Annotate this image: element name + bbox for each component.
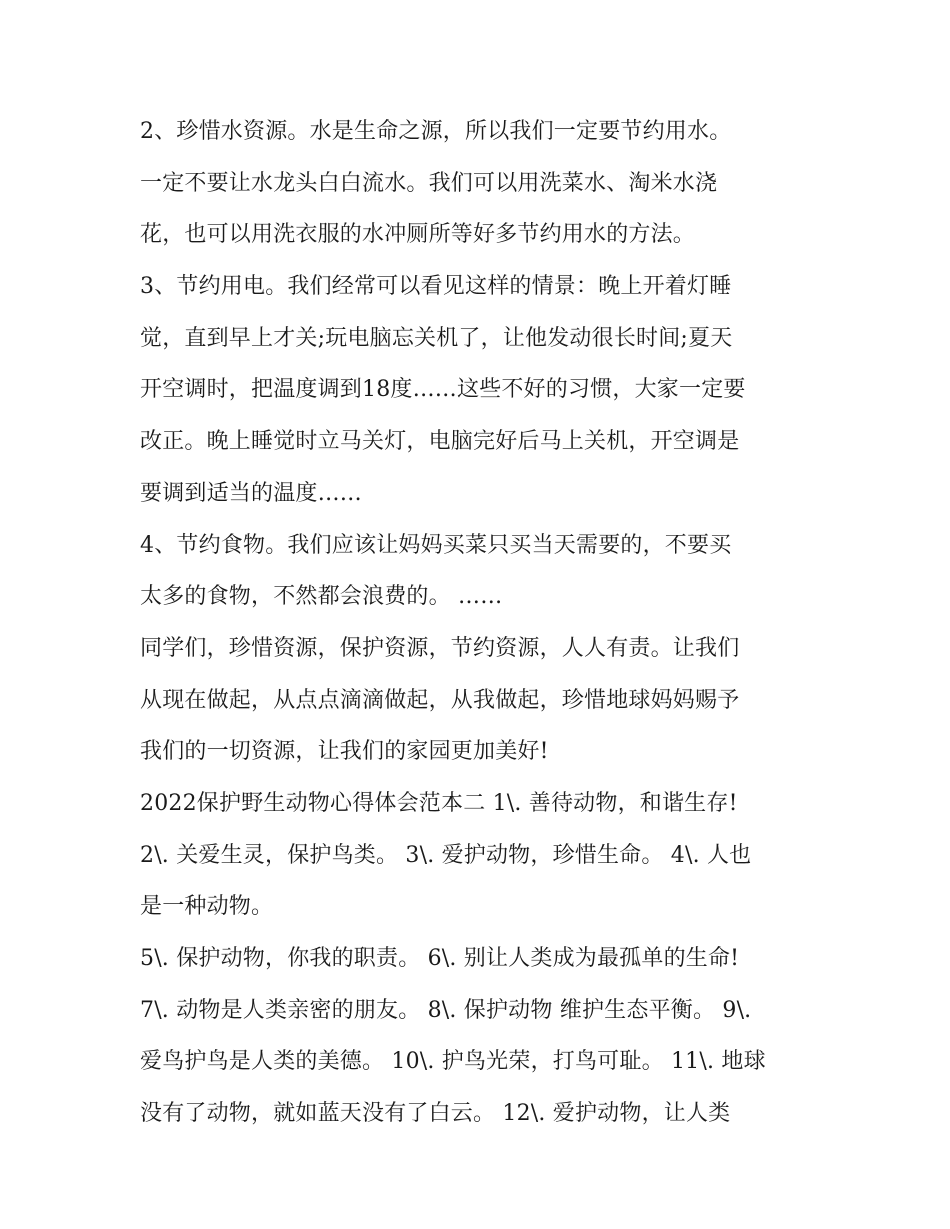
text-line: 没有了动物，就如蓝天没有了白云。 12\. 爱护动物，让人类 bbox=[140, 1101, 731, 1127]
text-line: 3、节约用电。我们经常可以看见这样的情景：晚上开着灯睡 bbox=[140, 274, 732, 300]
text-line: 2022保护野生动物心得体会范本二 1\. 善待动物，和谐生存! bbox=[140, 790, 738, 816]
text-line: 要调到适当的温度…… bbox=[140, 480, 363, 506]
text-line: 同学们，珍惜资源，保护资源，节约资源，人人有责。让我们 bbox=[140, 635, 740, 661]
text-line: 4、节约食物。我们应该让妈妈买菜只买当天需要的，不要买 bbox=[140, 532, 732, 558]
text-line: 一定不要让水龙头白白流水。我们可以用洗菜水、淘米水浇 bbox=[140, 170, 718, 196]
text-line: 爱鸟护鸟是人类的美德。 10\. 护鸟光荣，打鸟可耻。 11\. 地球 bbox=[140, 1049, 766, 1075]
text-line: 太多的食物，不然都会浪费的。 …… bbox=[140, 584, 503, 610]
text-line: 开空调时，把温度调到18度……这些不好的习惯，大家一定要 bbox=[140, 377, 746, 403]
text-line: 是一种动物。 bbox=[140, 894, 274, 920]
text-line: 花，也可以用洗衣服的水冲厕所等好多节约用水的方法。 bbox=[140, 222, 696, 248]
text-line: 从现在做起，从点点滴滴做起，从我做起，珍惜地球妈妈赐予 bbox=[140, 687, 740, 713]
text-line: 觉，直到早上才关;玩电脑忘关机了，让他发动很长时间;夏天 bbox=[140, 325, 733, 351]
text-line: 7\. 动物是人类亲密的朋友。 8\. 保护动物 维护生态平衡。 9\. bbox=[140, 997, 752, 1023]
document-body bbox=[140, 106, 820, 1140]
text-line: 5\. 保护动物，你我的职责。 6\. 别让人类成为最孤单的生命! bbox=[140, 946, 740, 971]
text-line: 改正。晚上睡觉时立马关灯，电脑完好后马上关机，开空调是 bbox=[140, 429, 740, 455]
text-line: 2\. 关爱生灵，保护鸟类。 3\. 爱护动物，珍惜生命。 4\. 人也 bbox=[140, 842, 752, 868]
text-line: 我们的一切资源，让我们的家园更加美好! bbox=[140, 739, 549, 765]
text-line: 2、珍惜水资源。水是生命之源，所以我们一定要节约用水。 bbox=[140, 119, 732, 144]
